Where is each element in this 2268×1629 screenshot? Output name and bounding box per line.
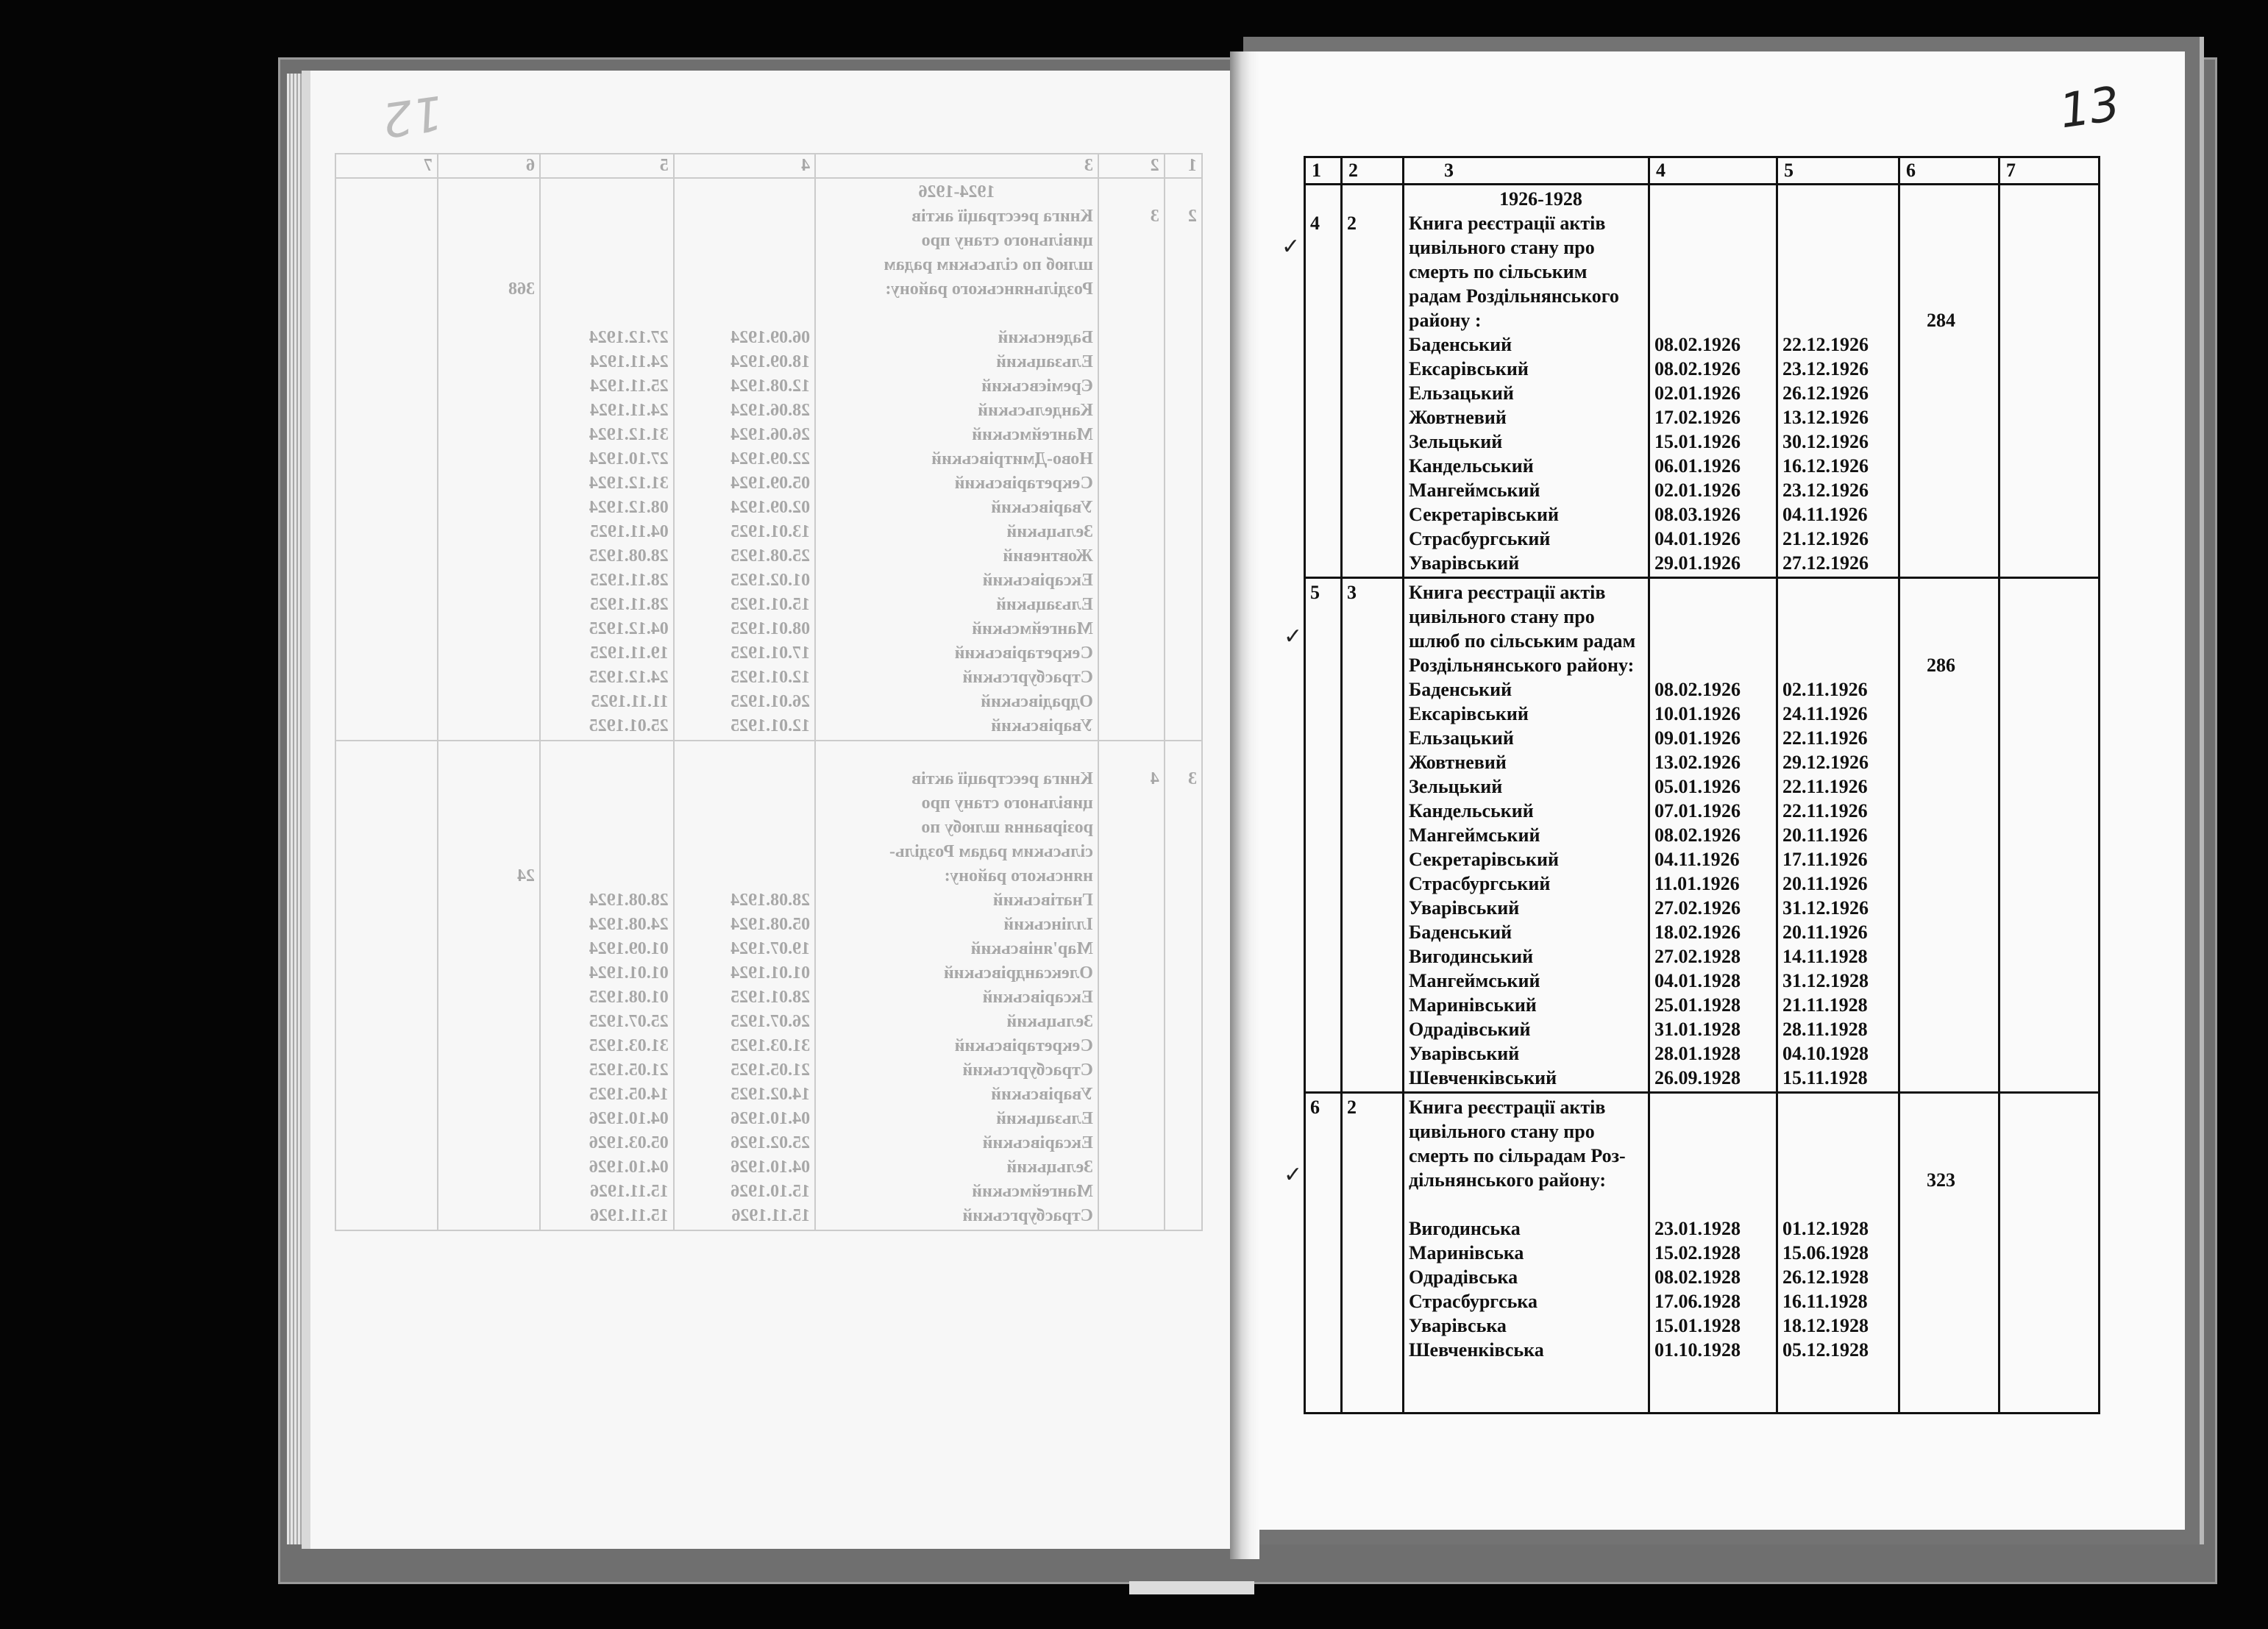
council-name: Шевченківська — [1409, 1339, 1544, 1361]
council-name: Ексарівський — [1409, 703, 1529, 724]
row-description — [1404, 578, 1649, 1093]
row-number: 6 — [1305, 1093, 1342, 1414]
title-line: району : — [1409, 310, 1482, 331]
start-date: 25.01.1928 — [1654, 994, 1741, 1016]
row-end-dates — [1777, 578, 1899, 1093]
end-date: 24.11.1926 — [1782, 703, 1868, 724]
end-date: 31.12.1928 — [1782, 970, 1869, 991]
right-page-number: 13 — [2056, 76, 2124, 140]
end-date: 02.11.1926 — [1782, 679, 1868, 700]
end-date: 21.12.1926 — [1782, 528, 1869, 549]
council-name: Вигодинська — [1409, 1218, 1521, 1239]
start-date: 18.02.1926 — [1654, 922, 1741, 943]
end-date: 23.12.1926 — [1782, 480, 1869, 501]
end-date: 04.11.1926 — [1782, 504, 1868, 525]
left-header-cell: 6 — [438, 154, 540, 178]
end-date: 01.12.1928 — [1782, 1218, 1869, 1239]
left-header-cell: 2 — [1098, 154, 1165, 178]
title-line: Роздільнянського району: — [1409, 655, 1635, 676]
header-cell-2: 2 — [1342, 157, 1404, 185]
title-line: Книга реєстрації актів — [1409, 582, 1606, 603]
row-end-dates — [1777, 1093, 1899, 1414]
start-date: 15.02.1928 — [1654, 1242, 1741, 1263]
table-row — [1305, 578, 2100, 1093]
left-header-cell: 1 — [1165, 154, 1202, 178]
left-row-description: Книга реєстрації актів цивільного стану про розірвання шлюбу по сільським радам Розділь- нянського району: Гнатівський Іллінський Мар'янівський Олександрівський Ексарівський Зельцький Секретарівський Страсбургський Уварівський Ельзацький Ексарівський Зельцький Мангеймський Страсбургський — [815, 741, 1098, 1230]
end-date: 23.12.1926 — [1782, 358, 1869, 379]
row-fund: 3 — [1342, 578, 1404, 1093]
council-name: Маринівська — [1409, 1242, 1524, 1263]
council-name: Уварівський — [1409, 897, 1520, 919]
table-row — [1305, 1093, 2100, 1414]
left-header-cell: 5 — [540, 154, 674, 178]
left-row-fund: 4 — [1098, 741, 1165, 1230]
start-date: 17.06.1928 — [1654, 1291, 1741, 1312]
row-fund: 2 — [1342, 1093, 1404, 1414]
council-name: Секретарівський — [1409, 849, 1559, 870]
left-table-header-row — [335, 154, 1202, 178]
start-date: 28.01.1928 — [1654, 1043, 1741, 1064]
left-row-start-dates: 28.08.1924 05.08.1924 19.07.1924 01.01.1924 28.01.1925 26.07.1925 31.03.1925 21.05.1925 14.02.1925 04.10.1926 25.02.1926 04.10.1926 15.10.1926 15.11.1926 — [674, 741, 815, 1230]
left-table-row — [335, 178, 1202, 741]
council-name: Уварівський — [1409, 1043, 1520, 1064]
council-name: Вигодинський — [1409, 946, 1534, 967]
council-name: Страсбургський — [1409, 873, 1551, 894]
start-date: 15.01.1926 — [1654, 431, 1741, 452]
start-date: 15.01.1928 — [1654, 1315, 1741, 1336]
register-table — [1304, 156, 2100, 1414]
book-spine — [1230, 51, 1259, 1559]
end-date: 14.11.1928 — [1782, 946, 1868, 967]
left-row-count: 368 — [438, 178, 540, 741]
left-period-heading: 1924-1926 — [918, 182, 995, 202]
title-line: Книга реєстрації актів — [1409, 1097, 1606, 1118]
end-date: 30.12.1926 — [1782, 431, 1869, 452]
sheet-count: 323 — [1927, 1169, 1955, 1191]
end-date: 20.11.1926 — [1782, 824, 1868, 846]
council-name: Страсбургський — [1409, 528, 1551, 549]
end-date: 20.11.1926 — [1782, 922, 1868, 943]
council-name: Баденський — [1409, 679, 1512, 700]
left-row-number: 2 — [1165, 178, 1202, 741]
title-line: дільнянського району: — [1409, 1169, 1607, 1191]
start-date: 06.01.1926 — [1654, 455, 1741, 477]
left-page-number: 12 — [379, 84, 447, 147]
start-date: 13.02.1926 — [1654, 752, 1741, 773]
council-name: Зельцький — [1409, 431, 1503, 452]
check-mark-icon: ✓ — [1284, 624, 1303, 649]
end-date: 16.11.1928 — [1782, 1291, 1868, 1312]
row-number: 5 — [1305, 578, 1342, 1093]
left-row-fund: 3 — [1098, 178, 1165, 741]
start-date: 23.01.1928 — [1654, 1218, 1741, 1239]
end-date: 22.12.1926 — [1782, 334, 1869, 355]
left-row-end-dates: 28.08.1924 24.08.1924 01.09.1924 01.01.1924 01.08.1925 25.07.1925 31.03.1925 21.05.1925 14.05.1925 04.10.1926 05.03.1926 04.10.1926 15.11.1926 15.11.1926 — [540, 741, 674, 1230]
start-date: 08.03.1926 — [1654, 504, 1741, 525]
council-name: Кандельський — [1409, 455, 1534, 477]
end-date: 15.11.1928 — [1782, 1067, 1868, 1088]
end-date: 21.11.1928 — [1782, 994, 1868, 1016]
left-row-count: 24 — [438, 741, 540, 1230]
row-notes — [1999, 1093, 2100, 1414]
title-line: цивільного стану про — [1409, 1121, 1595, 1142]
check-mark-icon: ✓ — [1284, 1162, 1303, 1188]
council-name: Ельзацький — [1409, 382, 1514, 404]
table-row — [1305, 185, 2100, 578]
council-name: Уварівська — [1409, 1315, 1507, 1336]
end-date: 26.12.1926 — [1782, 382, 1869, 404]
start-date: 08.02.1926 — [1654, 679, 1741, 700]
left-row-number: 3 — [1165, 741, 1202, 1230]
council-name: Жовтневий — [1409, 752, 1507, 773]
council-name: Одрадівський — [1409, 1019, 1531, 1040]
bookmark-strip — [1129, 1581, 1254, 1594]
start-date: 08.02.1926 — [1654, 824, 1741, 846]
end-date: 22.11.1926 — [1782, 800, 1868, 821]
council-name: Секретарівський — [1409, 504, 1559, 525]
title-line: цивільного стану про — [1409, 606, 1595, 627]
end-date: 15.06.1928 — [1782, 1242, 1869, 1263]
council-name: Мангеймський — [1409, 970, 1540, 991]
council-name: Страсбургська — [1409, 1291, 1538, 1312]
end-date: 04.10.1928 — [1782, 1043, 1869, 1064]
title-line: смерть по сільським — [1409, 261, 1588, 282]
council-name: Ельзацький — [1409, 727, 1514, 749]
council-name: Баденський — [1409, 922, 1512, 943]
start-date: 27.02.1928 — [1654, 946, 1741, 967]
row-sheet-count — [1899, 1093, 1999, 1414]
header-cell-5: 5 — [1777, 157, 1899, 185]
title-line: шлюб по сільським радам — [1409, 630, 1636, 652]
end-date: 13.12.1926 — [1782, 407, 1869, 428]
start-date: 08.02.1928 — [1654, 1266, 1741, 1288]
end-date: 31.12.1926 — [1782, 897, 1869, 919]
row-start-dates — [1649, 578, 1777, 1093]
council-name: Мангеймський — [1409, 480, 1540, 501]
start-date: 01.10.1928 — [1654, 1339, 1741, 1361]
end-date: 18.12.1928 — [1782, 1315, 1869, 1336]
row-notes — [1999, 578, 2100, 1093]
council-name: Мангеймський — [1409, 824, 1540, 846]
council-name: Зельцький — [1409, 776, 1503, 797]
start-date: 26.09.1928 — [1654, 1067, 1741, 1088]
council-name: Шевченківський — [1409, 1067, 1557, 1088]
left-page-show-through — [335, 153, 1203, 1462]
start-date: 04.01.1928 — [1654, 970, 1741, 991]
header-cell-6: 6 — [1899, 157, 1999, 185]
start-date: 31.01.1928 — [1654, 1019, 1741, 1040]
start-date: 08.02.1926 — [1654, 358, 1741, 379]
title-line: цивільного стану про — [1409, 237, 1595, 258]
end-date: 20.11.1926 — [1782, 873, 1868, 894]
left-table-row — [335, 741, 1202, 1230]
left-header-cell: 3 — [815, 154, 1098, 178]
start-date: 10.01.1926 — [1654, 703, 1741, 724]
left-row-start-dates: 06.09.1924 18.09.1924 12.08.1924 28.06.1924 26.06.1924 22.09.1924 05.09.1924 02.09.1924 13.01.1925 25.08.1925 01.02.1925 15.01.1925 08.01.1925 17.01.1925 12.01.1925 26.01.1925 12.01.1925 — [674, 178, 815, 741]
start-date: 05.01.1926 — [1654, 776, 1741, 797]
left-page-table — [335, 153, 1203, 1231]
left-header-cell: 4 — [674, 154, 815, 178]
table-header-row — [1305, 157, 2100, 185]
council-name: Баденський — [1409, 334, 1512, 355]
title-line: смерть по сільрадам Роз- — [1409, 1145, 1626, 1166]
row-description — [1404, 1093, 1649, 1414]
end-date: 05.12.1928 — [1782, 1339, 1869, 1361]
end-date: 27.12.1926 — [1782, 552, 1869, 574]
start-date: 29.01.1926 — [1654, 552, 1741, 574]
row-sheet-count — [1899, 578, 1999, 1093]
council-name: Одрадівська — [1409, 1266, 1518, 1288]
sheet-count: 284 — [1927, 310, 1955, 331]
title-line: Книга реєстрації актів — [1409, 213, 1606, 234]
end-date: 29.12.1926 — [1782, 752, 1869, 773]
row-description — [1404, 185, 1649, 578]
row-start-dates — [1649, 1093, 1777, 1414]
left-row-description: 1924-1926 Книга реєстрації актів цивільного стану про шлюб по сільським радам Роздільнянського району: Баденський Ельзацький Єремієвський Кандельський Мангеймський Ново-Дмитрівський Секретарівський Уварівський Зельцький Жовтневий Ексарівський Ельзацький Мангеймський Секретарівський Страсбургський Одрадівський Уварівський — [815, 178, 1098, 741]
council-name: Маринівський — [1409, 994, 1537, 1016]
header-cell-4: 4 — [1649, 157, 1777, 185]
row-end-dates — [1777, 185, 1899, 578]
end-date: 17.11.1926 — [1782, 849, 1868, 870]
end-date: 16.12.1926 — [1782, 455, 1869, 477]
row-notes — [1999, 185, 2100, 578]
start-date: 08.02.1926 — [1654, 334, 1741, 355]
start-date: 07.01.1926 — [1654, 800, 1741, 821]
sheet-count: 286 — [1927, 655, 1955, 676]
start-date: 04.11.1926 — [1654, 849, 1740, 870]
council-name: Уварівський — [1409, 552, 1520, 574]
period-heading: 1926-1928 — [1499, 188, 1582, 210]
row-start-dates — [1649, 185, 1777, 578]
end-date: 26.12.1928 — [1782, 1266, 1869, 1288]
row-sheet-count — [1899, 185, 1999, 578]
end-date: 28.11.1928 — [1782, 1019, 1868, 1040]
start-date: 09.01.1926 — [1654, 727, 1741, 749]
council-name: Жовтневий — [1409, 407, 1507, 428]
row-fund: 2 — [1342, 185, 1404, 578]
start-date: 02.01.1926 — [1654, 480, 1741, 501]
start-date: 02.01.1926 — [1654, 382, 1741, 404]
end-date: 22.11.1926 — [1782, 776, 1868, 797]
row-number: 4 — [1305, 185, 1342, 578]
header-cell-1: 1 — [1305, 157, 1342, 185]
start-date: 04.01.1926 — [1654, 528, 1741, 549]
end-date: 22.11.1926 — [1782, 727, 1868, 749]
left-row-end-dates: 27.12.1924 24.11.1924 25.11.1924 24.11.1924 31.12.1924 27.10.1924 31.12.1924 08.12.1924 04.11.1925 28.08.1925 28.11.1925 28.11.1925 04.12.1925 19.11.1925 24.12.1925 11.11.1925 25.01.1925 — [540, 178, 674, 741]
council-name: Ексарівський — [1409, 358, 1529, 379]
header-cell-3: 3 — [1404, 157, 1649, 185]
council-name: Кандельський — [1409, 800, 1534, 821]
start-date: 27.02.1926 — [1654, 897, 1741, 919]
start-date: 11.01.1926 — [1654, 873, 1740, 894]
check-mark-icon: ✓ — [1281, 234, 1301, 260]
left-header-cell: 7 — [335, 154, 438, 178]
title-line: радам Роздільнянського — [1409, 285, 1619, 307]
header-cell-7: 7 — [1999, 157, 2100, 185]
left-row-notes — [335, 178, 438, 741]
start-date: 17.02.1926 — [1654, 407, 1741, 428]
left-row-notes — [335, 741, 438, 1230]
